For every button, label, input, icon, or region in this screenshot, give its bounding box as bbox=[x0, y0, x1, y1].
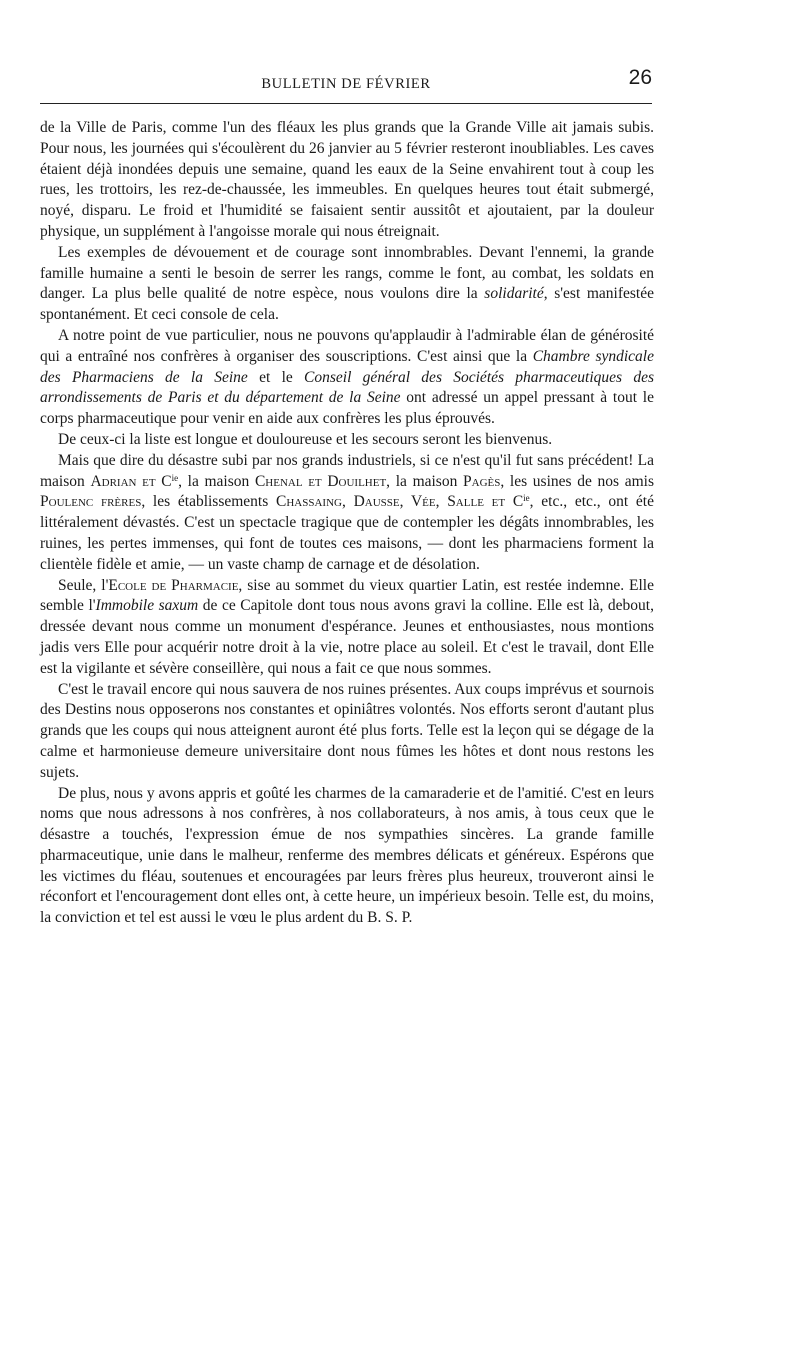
chassaing-name: Chassaing, Dausse, Vée, Salle et C bbox=[276, 493, 524, 511]
paragraph-7-text: C'est le travail encore qui nous sauvera de nos ruines présentes. Aux coups imprévus et sournois des Destins nous opposerons nos constantes et opiniâtres volontés. Nos efforts seront d'autant plus grands que les coups qui nous atteignent auront été plus forts. Telle est la leçon qui se dégage de la calme et harmonieuse demeure universitaire dont nous fûmes les hôtes et dont nous restons les sujets. bbox=[40, 680, 654, 781]
paragraph-5 bbox=[40, 451, 654, 576]
paragraph-4-text: De ceux-ci la liste est longue et douloureuse et les secours seront les bienvenus. bbox=[58, 430, 553, 448]
paragraph-5-text-6: , etc., etc., ont été littéralement dévastés. C'est un spectacle tragique que de contempler les dégâts innombrables, les ruines, les pertes immenses, qui font de toutes ces maisons, — dont les pharmaciens forment la clientèle fidèle et amie, — un vaste champ de carnage et de désolation. bbox=[40, 493, 654, 573]
page-header bbox=[40, 66, 652, 96]
paragraph-3-mid: et le bbox=[247, 368, 305, 386]
paragraph-3-end: ont adressé un appel pressant à tout le corps pharmaceutique pour venir en aide aux confrères les plus éprouvés. bbox=[40, 389, 654, 428]
chassaing-sup: ie bbox=[523, 493, 530, 504]
chambre-syndicale-title: Chambre syndicale des Pharmaciens de la Seine bbox=[40, 347, 654, 386]
paragraph-3 bbox=[40, 326, 654, 430]
adrian-sup: ie bbox=[171, 472, 179, 483]
paragraph-5-text-1: Mais que dire du désastre subi par nos grands industriels, si ce n'est qu'il fut sans précédent! La maison bbox=[40, 451, 654, 490]
header-rule bbox=[40, 103, 652, 104]
pages-name: Pagès bbox=[463, 472, 501, 490]
paragraph-6-text-2: , sise au sommet du vieux quartier Latin, est restée indemne. Elle semble l' bbox=[40, 576, 654, 615]
paragraph-8-text: De plus, nous y avons appris et goûté les charmes de la camaraderie et de l'amitié. C'est en leurs noms que nous adressons à nos confrères, à nos collaborateurs, à nos amis, à tous ceux que le désastre a touchés, l'expression émue de nos sympathies sincères. La grande famille pharmaceutique, unie dans le malheur, renferme des membres délicats et généreux. Espérons que les victimes du fléau, soutenues et encouragées par leurs frères plus heureux, trouveront ainsi le réconfort et l'encouragement dont elles ont, à cette heure, un impérieux besoin. Telle est, du moins, la conviction et tel est aussi le vœu le plus ardent du B. S. P. bbox=[40, 784, 654, 927]
paragraph-5-text-4: , les usines de nos amis bbox=[500, 472, 654, 490]
paragraph-5-text-3: , la maison bbox=[386, 472, 464, 490]
paragraph-2-text: Les exemples de dévouement et de courage sont innombrables. Devant l'ennemi, la grande famille humaine a senti le besoin de serrer les rangs, comme le font, au combat, les soldats en danger. La plus belle qualité de notre espèce, nous voulons dire la bbox=[40, 243, 654, 303]
paragraph-6-text-1: Seule, l' bbox=[58, 576, 109, 594]
paragraph-1 bbox=[40, 118, 654, 243]
article-body bbox=[40, 118, 654, 929]
paragraph-3-text: A notre point de vue particulier, nous ne pouvons qu'applaudir à l'admirable élan de générosité qui a entraîné nos confrères à organiser des souscriptions. C'est ainsi que la bbox=[40, 326, 654, 365]
paragraph-5-text-5: , les établissements bbox=[141, 493, 277, 511]
paragraph-8 bbox=[40, 784, 654, 930]
paragraph-2 bbox=[40, 243, 654, 326]
running-title: BULLETIN DE FÉVRIER bbox=[261, 76, 431, 92]
paragraph-6 bbox=[40, 576, 654, 680]
paragraph-5-text-2: , la maison bbox=[178, 472, 255, 490]
paragraph-7 bbox=[40, 680, 654, 784]
paragraph-6-text-3: de ce Capitole dont tous nous avons gravi la colline. Elle est là, debout, dressée devant nous comme un monument d'espérance. Jeunes et enthousiastes, nous montions jadis vers Elle pour acquérir notre droit à la vie, notre place au soleil. Et c'est le travail, dont Elle est la vigilante et sévère conseillère, qui nous a fait ce que nous sommes. bbox=[40, 597, 654, 677]
paragraph-1-text: de la Ville de Paris, comme l'un des fléaux les plus grands que la Grande Ville ait jamais subis. Pour nous, les journées qui s'écoulèrent du 26 janvier au 5 février resteront inoubliables. Les caves étaient déjà inondées depuis une semaine, quand les eaux de la Seine envahirent tout à coup les rues, les trottoirs, les rez-de-chaussée, les immeubles. En quelques heures tout était submergé, noyé, disparu. Le froid et l'humidité se faisaient sentir aussitôt et ajoutaient, par la douleur physique, un supplément à l'angoisse morale qui nous étreignait. bbox=[40, 119, 654, 240]
poulenc-name: Poulenc frères bbox=[40, 493, 142, 511]
paragraph-4 bbox=[40, 430, 654, 451]
paragraph-2-end: , s'est manifestée spontanément. Et ceci console de cela. bbox=[40, 285, 654, 324]
chenal-name: Chenal et Douilhet bbox=[254, 472, 387, 490]
conseil-general-title: Conseil général des Sociétés pharmaceutiques des arrondissements de Paris et du département de la Seine bbox=[40, 368, 655, 407]
page-number: 26 bbox=[628, 66, 652, 89]
immobile-saxum: Immobile saxum bbox=[95, 597, 199, 615]
ecole-name: Ecole de Pharmacie bbox=[108, 576, 239, 594]
adrian-name: Adrian et C bbox=[90, 472, 172, 490]
solidarite-emphasis: solidarité bbox=[484, 285, 544, 303]
